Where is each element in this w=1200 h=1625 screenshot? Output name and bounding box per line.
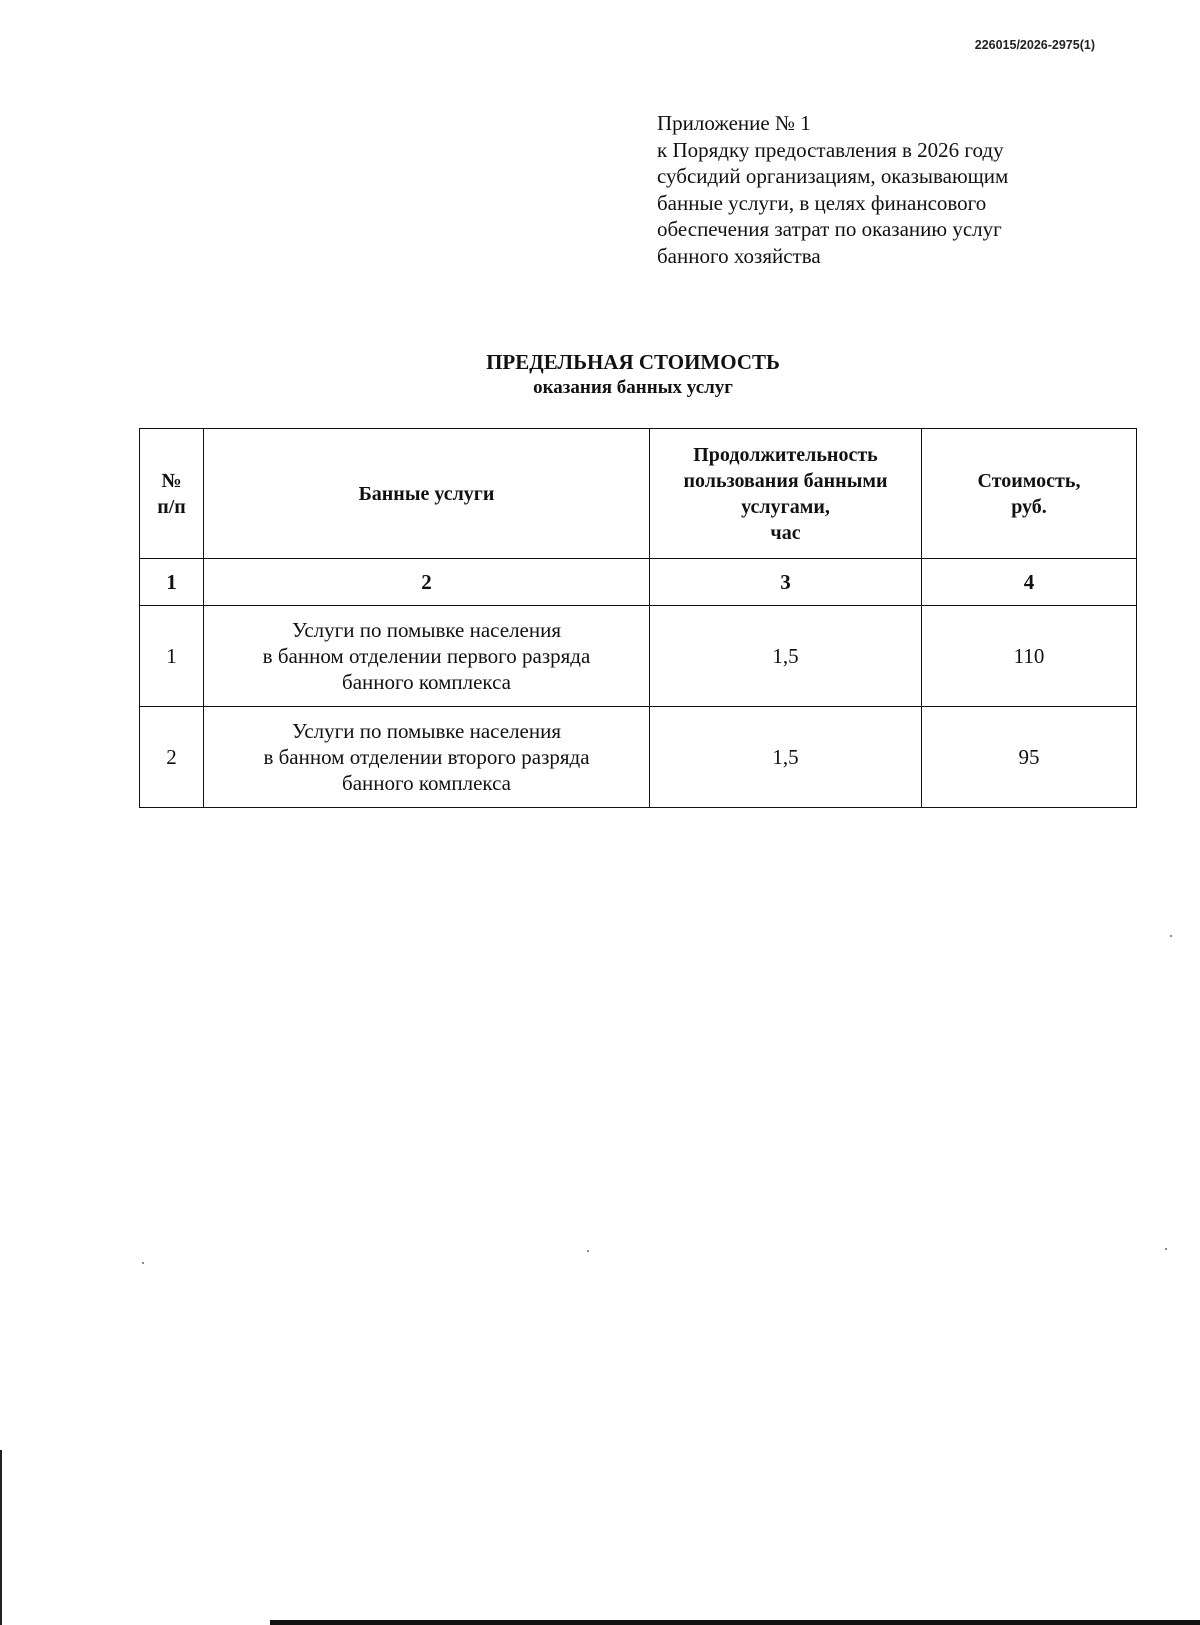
- appendix-line: банные услуги, в целях финансового: [657, 190, 987, 215]
- appendix-line: Приложение № 1: [657, 111, 811, 135]
- document-number: 226015/2026-2975(1): [974, 38, 1095, 52]
- scan-speck: [1170, 935, 1172, 937]
- row-service: Услуги по помывке населения в банном отделении первого разряда банного комплекса: [204, 606, 650, 707]
- column-number: 2: [204, 559, 650, 606]
- column-number: 1: [140, 559, 204, 606]
- appendix-line: к Порядку предоставления в 2026 году: [657, 137, 1004, 162]
- row-cost: 95: [922, 707, 1137, 808]
- row-duration: 1,5: [650, 707, 922, 808]
- row-number: 2: [140, 707, 204, 808]
- document-subtitle: оказания банных услуг: [533, 377, 733, 398]
- document-title: ПРЕДЕЛЬНАЯ СТОИМОСТЬ: [486, 350, 780, 374]
- scan-speck: [142, 1262, 144, 1264]
- column-number: 4: [922, 559, 1137, 606]
- appendix-line: обеспечения затрат по оказанию услуг: [657, 217, 1002, 241]
- appendix-line: субсидий организациям, оказывающим: [657, 164, 1009, 188]
- row-number: 1: [140, 606, 204, 707]
- header-number: № п/п: [140, 429, 204, 559]
- appendix-block: [657, 110, 1097, 269]
- appendix-line: банного хозяйства: [657, 243, 821, 268]
- table-header-row: [140, 429, 1137, 559]
- header-service: Банные услуги: [204, 429, 650, 559]
- row-duration: 1,5: [650, 606, 922, 707]
- row-cost: 110: [922, 606, 1137, 707]
- table-row: [140, 707, 1137, 808]
- scan-bottom-edge: [270, 1620, 1200, 1625]
- table-row: [140, 606, 1137, 707]
- scan-margin-line: [0, 1450, 2, 1625]
- header-cost: Стоимость, руб.: [922, 429, 1137, 559]
- scan-speck: [587, 1250, 589, 1252]
- column-number-row: [140, 559, 1137, 606]
- price-table: [139, 428, 1137, 808]
- row-service: Услуги по помывке населения в банном отделении второго разряда банного комплекса: [204, 707, 650, 808]
- scan-speck: [1165, 1248, 1167, 1250]
- header-duration: Продолжительность пользования банными услугами, час: [650, 429, 922, 559]
- column-number: 3: [650, 559, 922, 606]
